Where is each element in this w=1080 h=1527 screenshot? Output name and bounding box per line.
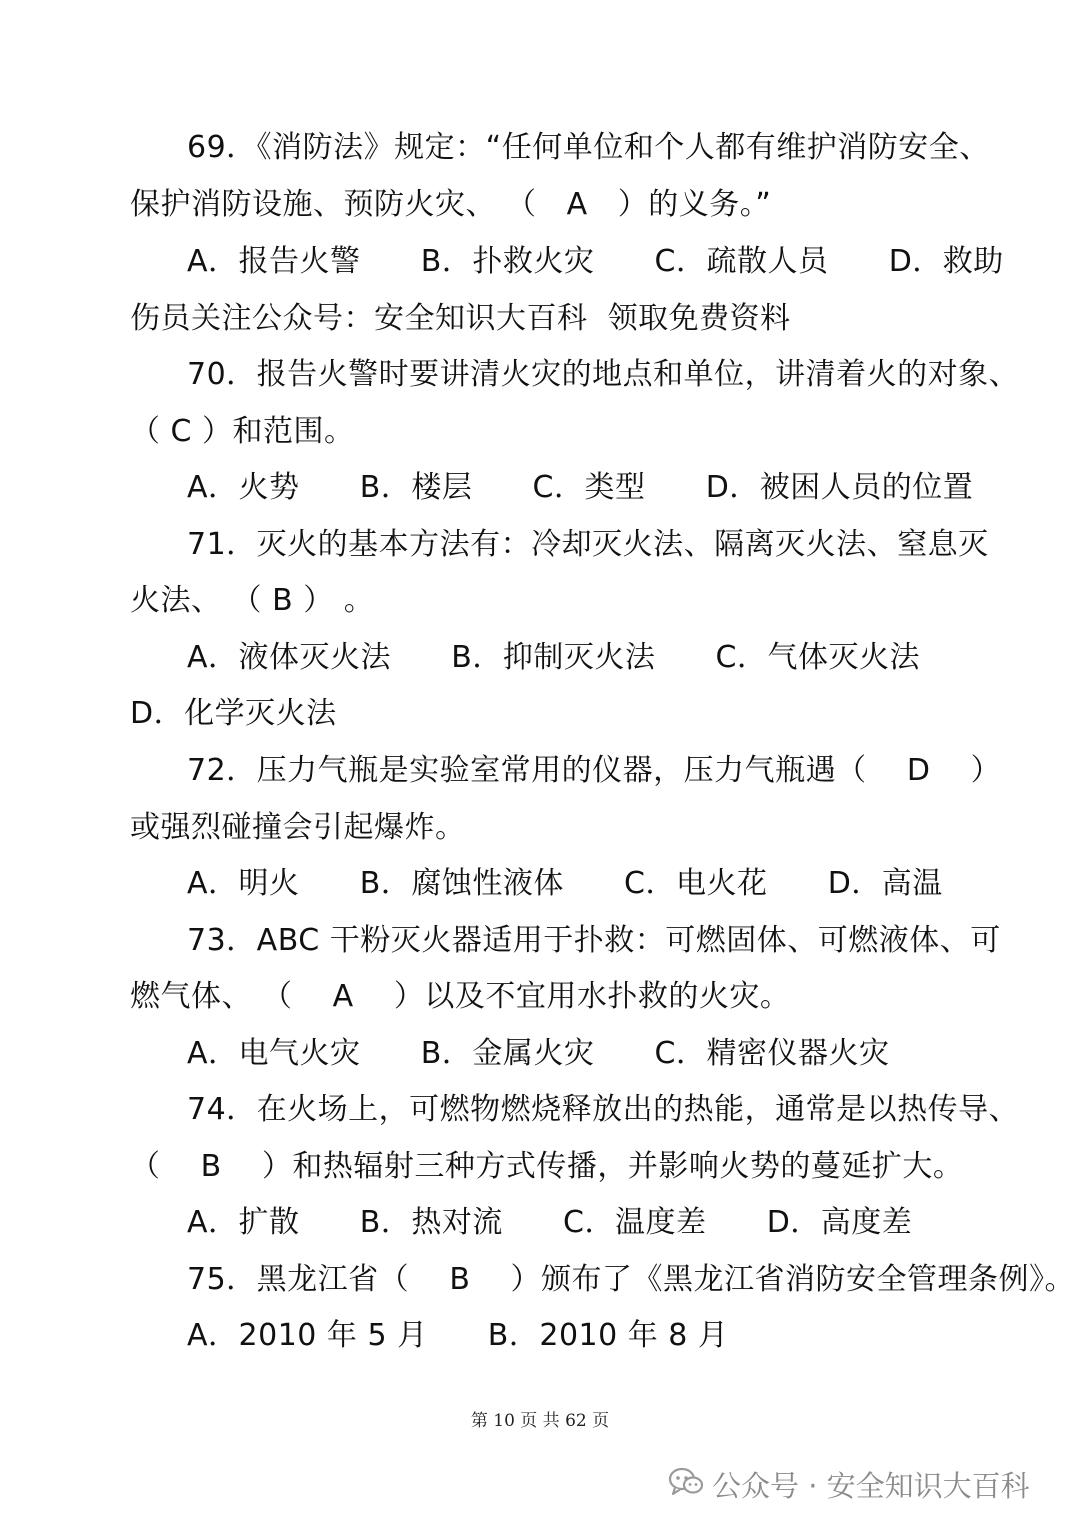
question-72-line-2: 或强烈碰撞会引起爆炸。	[130, 810, 466, 845]
question-70-line-2: （ C ）和范围。	[130, 414, 355, 449]
page-number-footer: 第 10 页 共 62 页	[470, 1411, 610, 1431]
question-70-options: A．火势 B．楼层 C．类型 D．被困人员的位置	[187, 470, 974, 505]
question-71-options-cont: D．化学灭火法	[130, 696, 337, 731]
watermark-text: 公众号 · 安全知识大百科	[712, 1468, 1030, 1503]
question-75-line-1: 75．黑龙江省（ B ）颁布了《黑龙江省消防安全管理条例》。	[187, 1262, 1076, 1297]
question-69-line-1: 69．《消防法》规定：“任何单位和个人都有维护消防安全、	[187, 130, 990, 165]
question-70-line-1: 70．报告火警时要讲清火灾的地点和单位，讲清着火的对象、	[187, 357, 1020, 392]
question-73-line-1: 73．ABC 干粉灭火器适用于扑救：可燃固体、可燃液体、可	[187, 923, 1001, 958]
question-72-options: A．明火 B．腐蚀性液体 C．电火花 D．高温	[187, 866, 943, 901]
question-69-options-cont: 伤员关注公众号：安全知识大百科 领取免费资料	[130, 301, 791, 336]
question-75-options: A．2010 年 5 月 B．2010 年 8 月	[187, 1318, 729, 1353]
question-72-line-1: 72．压力气瓶是实验室常用的仪器，压力气瓶遇（ D ）	[187, 753, 1002, 788]
question-74-line-2: （ B ）和热辐射三种方式传播，并影响火势的蔓延扩大。	[130, 1149, 964, 1184]
question-74-options: A．扩散 B．热对流 C．温度差 D．高度差	[187, 1205, 913, 1240]
question-73-line-2: 燃气体、 （ A ）以及不宜用水扑救的火灾。	[130, 979, 791, 1014]
wechat-watermark	[668, 1462, 1030, 1506]
question-74-line-1: 74．在火场上，可燃物燃烧释放出的热能，通常是以热传导、	[187, 1092, 1020, 1127]
question-71-options: A．液体灭火法 B．抑制灭火法 C．气体灭火法	[187, 640, 920, 675]
question-69-options: A．报告火警 B．扑救火灾 C．疏散人员 D．救助	[187, 244, 1004, 279]
question-73-options: A．电气火灾 B．金属火灾 C．精密仪器火灾	[187, 1036, 890, 1071]
question-71-line-1: 71．灭火的基本方法有：冷却灭火法、隔离灭火法、窒息灭	[187, 527, 989, 562]
question-71-line-2: 火法、 （ B ） 。	[130, 583, 375, 618]
question-69-line-2: 保护消防设施、预防火灾、 （ A ）的义务。”	[130, 187, 772, 222]
wechat-icon	[668, 1467, 704, 1501]
